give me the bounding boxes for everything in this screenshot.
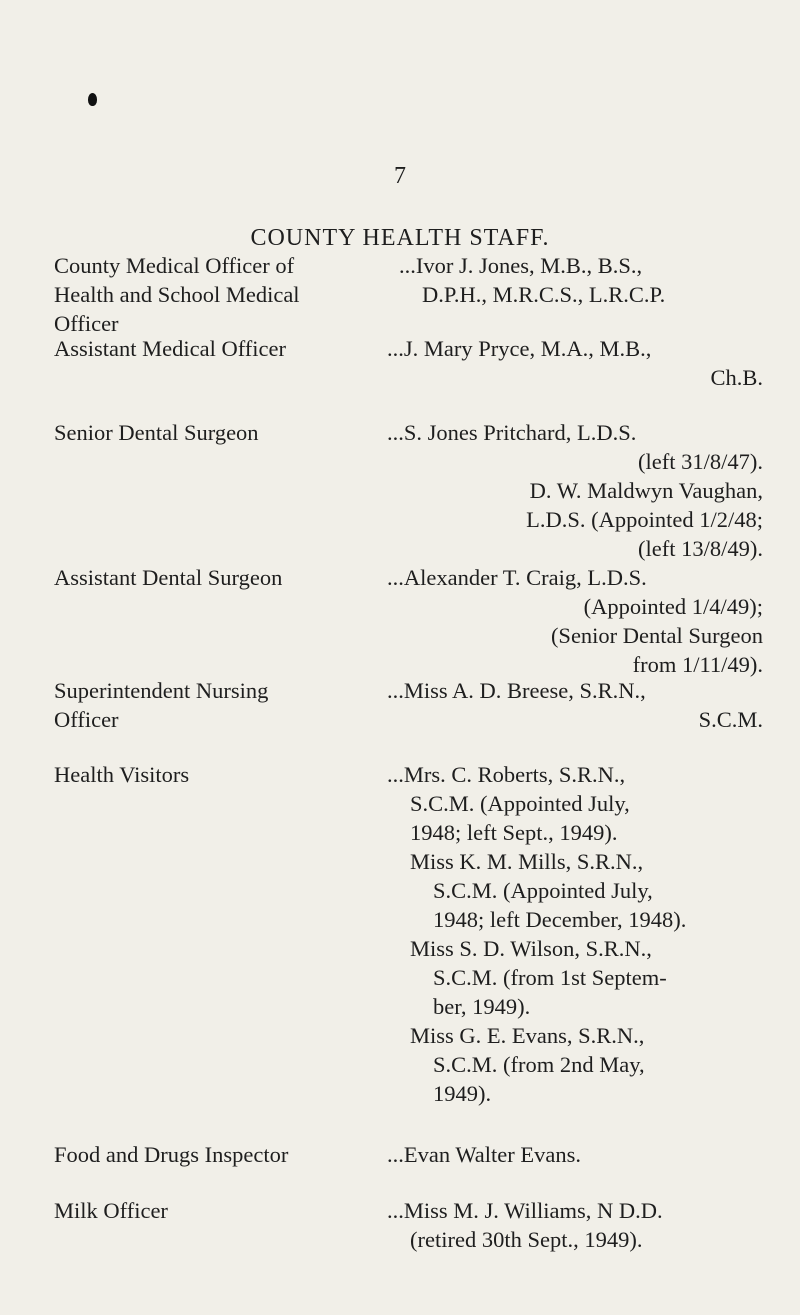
detail-line: ...S. Jones Pritchard, L.D.S. bbox=[387, 420, 637, 445]
detail-line: S.C.M. (Appointed July, bbox=[433, 878, 653, 903]
detail-line: ...Miss M. J. Williams, N D.D. bbox=[387, 1198, 663, 1223]
detail-line: Miss S. D. Wilson, S.R.N., bbox=[410, 936, 652, 961]
detail-line: S.C.M. bbox=[698, 707, 763, 732]
staff-role: Assistant Dental Surgeon bbox=[54, 565, 283, 590]
staff-details bbox=[387, 334, 763, 392]
role-line: Officer bbox=[54, 311, 119, 336]
detail-line: L.D.S. (Appointed 1/2/48; bbox=[526, 507, 763, 532]
detail-line: Miss K. M. Mills, S.R.N., bbox=[410, 849, 644, 874]
staff-details bbox=[399, 251, 764, 309]
detail-line: ...Mrs. C. Roberts, S.R.N., bbox=[387, 762, 626, 787]
staff-details bbox=[387, 760, 763, 1108]
staff-details bbox=[387, 563, 763, 679]
staff-role: Health Visitors bbox=[54, 762, 190, 787]
detail-line: ...Ivor J. Jones, M.B., B.S., bbox=[399, 253, 643, 278]
role-line: Superintendent Nursing bbox=[54, 678, 269, 703]
role-line: County Medical Officer of bbox=[54, 253, 295, 278]
detail-line: D.P.H., M.R.C.S., L.R.C.P. bbox=[422, 282, 666, 307]
detail-line: D. W. Maldwyn Vaughan, bbox=[529, 478, 763, 503]
detail-line: (left 31/8/47). bbox=[638, 449, 763, 474]
detail-line: from 1/11/49). bbox=[632, 652, 763, 677]
detail-line: ...Alexander T. Craig, L.D.S. bbox=[387, 565, 647, 590]
staff-details bbox=[387, 1196, 763, 1254]
staff-role: Food and Drugs Inspector bbox=[54, 1142, 289, 1167]
detail-line: 1948; left Sept., 1949). bbox=[410, 820, 618, 845]
staff-role: Assistant Medical Officer bbox=[54, 336, 287, 361]
staff-details bbox=[387, 1140, 763, 1169]
detail-line: ...Miss A. D. Breese, S.R.N., bbox=[387, 678, 646, 703]
role-line: Officer bbox=[54, 707, 119, 732]
detail-line: (retired 30th Sept., 1949). bbox=[410, 1227, 643, 1252]
staff-role bbox=[54, 676, 374, 734]
detail-line: S.C.M. (Appointed July, bbox=[410, 791, 630, 816]
staff-details bbox=[387, 676, 763, 734]
detail-line: (left 13/8/49). bbox=[638, 536, 763, 561]
staff-role: Senior Dental Surgeon bbox=[54, 420, 259, 445]
detail-line: ...Evan Walter Evans. bbox=[387, 1142, 581, 1167]
detail-line: S.C.M. (from 1st Septem- bbox=[433, 965, 667, 990]
detail-line: 1949). bbox=[433, 1081, 492, 1106]
page-title: COUNTY HEALTH STAFF. bbox=[250, 225, 550, 251]
role-line: Health and School Medical bbox=[54, 282, 300, 307]
detail-line: Miss G. E. Evans, S.R.N., bbox=[410, 1023, 645, 1048]
detail-line: ...J. Mary Pryce, M.A., M.B., bbox=[387, 336, 652, 361]
staff-role bbox=[54, 251, 394, 338]
detail-line: 1948; left December, 1948). bbox=[433, 907, 687, 932]
ink-mark bbox=[88, 93, 97, 106]
detail-line: Ch.B. bbox=[710, 365, 763, 390]
staff-details bbox=[387, 418, 763, 563]
detail-line: (Senior Dental Surgeon bbox=[550, 623, 763, 648]
staff-role: Milk Officer bbox=[54, 1198, 168, 1223]
page-number: 7 bbox=[394, 163, 406, 189]
detail-line: S.C.M. (from 2nd May, bbox=[433, 1052, 645, 1077]
detail-line: ber, 1949). bbox=[433, 994, 531, 1019]
detail-line: (Appointed 1/4/49); bbox=[583, 594, 763, 619]
